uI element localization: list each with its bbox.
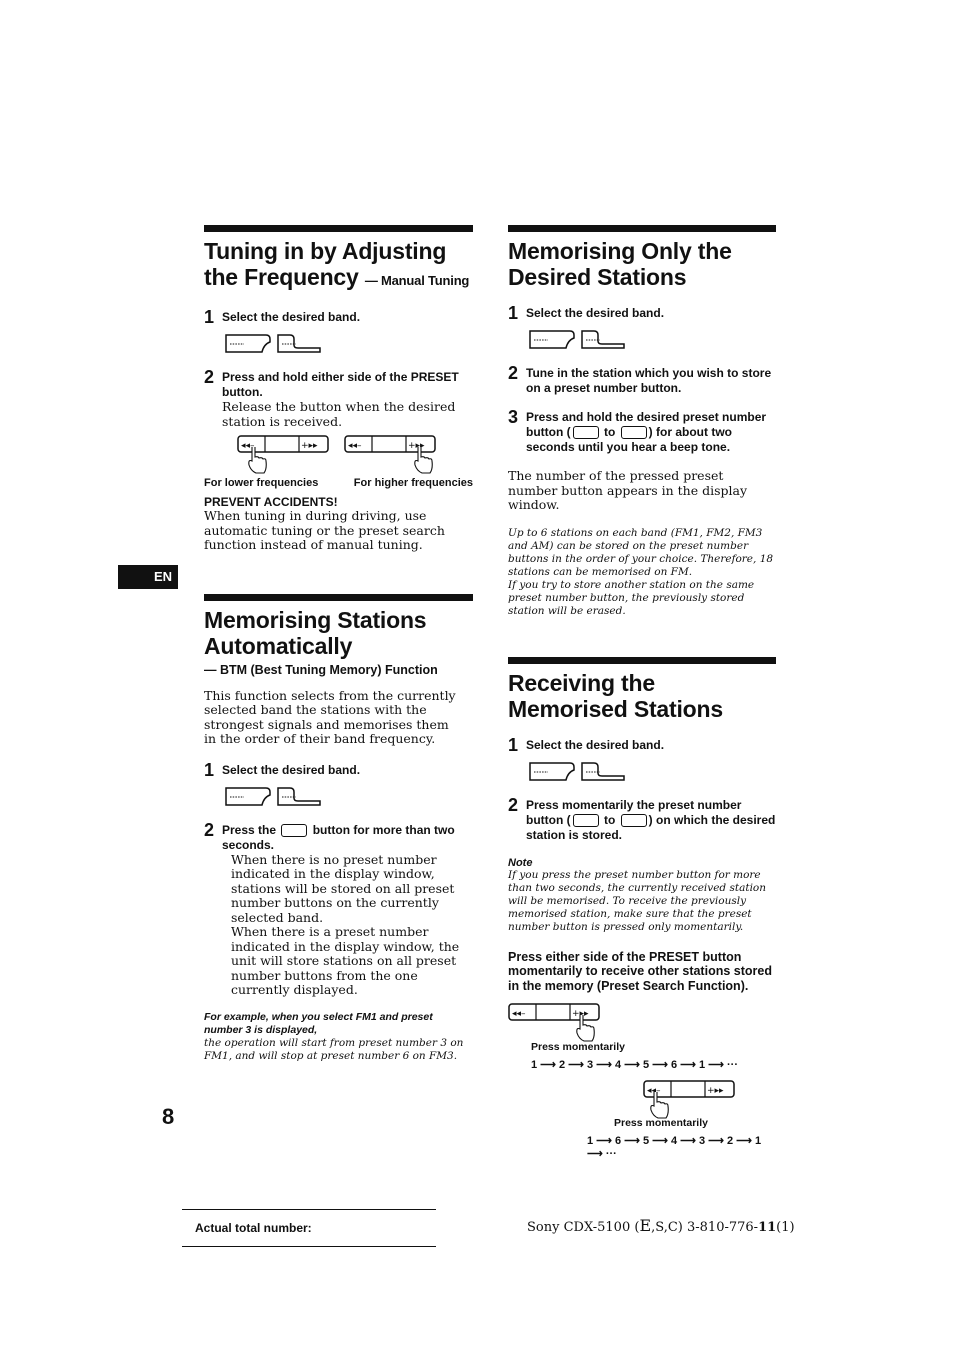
forward-sequence: 1 ⟶ 2 ⟶ 3 ⟶ 4 ⟶ 5 ⟶ 6 ⟶ 1 ⟶ ··· bbox=[531, 1059, 738, 1071]
receiving-heading: Receiving the Memorised Stations bbox=[508, 669, 723, 722]
section-rule bbox=[508, 225, 776, 232]
hand-icon bbox=[414, 447, 436, 475]
step-2: 2 Press and hold either side of the PRESET button. Release the button when the desired station is received. bbox=[204, 367, 459, 429]
band-buttons-icon bbox=[224, 332, 324, 356]
btm-intro: This function selects from the currently selected band the stations with the strongest signals and memorises them in the order of their band frequency. bbox=[204, 687, 456, 746]
btm-subtitle: — BTM (Best Tuning Memory) Function bbox=[204, 662, 438, 677]
memorise-body: The number of the pressed preset number button appears in the display window. bbox=[508, 468, 748, 512]
example-body: the operation will start from preset number 3 on FM1, and will stop at preset number 6 on FM3. bbox=[204, 1036, 464, 1062]
step-2: 2 Press the button for more than two seconds. When there is no preset number indicated in the display window, stations will be stored on all preset number buttons on the currently selected band. When there is a preset number indicated in the display window, the unit will store stations on all preset number buttons from the one currently displayed. bbox=[204, 819, 460, 997]
step-3: 3 Press and hold the desired preset number button ( to ) for about two seconds until you hear a beep tone. bbox=[508, 407, 767, 454]
page-number: 8 bbox=[162, 1104, 175, 1129]
preset-button-icon bbox=[621, 426, 647, 439]
preset-button-icon bbox=[573, 426, 599, 439]
note-title: Note bbox=[508, 856, 533, 869]
footer-model: Sony CDX-5100 (E,S,C) 3-810-776-11(1) bbox=[527, 1216, 795, 1235]
reverse-sequence: 1 ⟶ 6 ⟶ 5 ⟶ 4 ⟶ 3 ⟶ 2 ⟶ 1 ⟶ ··· bbox=[587, 1135, 762, 1160]
band-buttons-icon bbox=[528, 760, 628, 784]
band-buttons-icon bbox=[224, 785, 324, 809]
lower-frequencies-label: For lower frequencies bbox=[204, 477, 319, 489]
step-1: 1 Select the desired band. bbox=[508, 734, 665, 755]
manual-tuning-heading: Tuning in by Adjusting the Frequency — Manual Tuning bbox=[204, 238, 470, 290]
step-1: 1 Select the desired band. bbox=[204, 759, 361, 780]
footer-total: Actual total number: bbox=[182, 1209, 436, 1247]
preset-button-icon bbox=[573, 814, 599, 827]
preset-diagram bbox=[204, 435, 473, 475]
step-1: 1 Select the desired band. bbox=[508, 303, 665, 323]
note-body: If you press the preset number button for more than two seconds, the currently received station will be memorised. To receive the previously memorised station, make sure that the preset number button is pressed only momentarily. bbox=[508, 868, 767, 933]
section-rule bbox=[204, 225, 473, 232]
step-1: 1 Select the desired band. bbox=[204, 307, 361, 327]
hand-icon bbox=[650, 1092, 672, 1120]
right-column bbox=[508, 225, 776, 1159]
language-tab: EN bbox=[118, 565, 178, 589]
warning-body: When tuning in during driving, use automatic tuning or the preset search function instead of manual tuning. bbox=[204, 508, 445, 552]
press-momentarily-label: Press momentarily bbox=[614, 1117, 708, 1129]
step-2: 2 Tune in the station which you wish to store on a preset number button. bbox=[508, 363, 772, 395]
preset-button-icon bbox=[621, 814, 647, 827]
higher-frequencies-label: For higher frequencies bbox=[353, 477, 473, 489]
preset-search-text: Press either side of the PRESET button momentarily to receive other stations stored in the memory (Preset Search Function). bbox=[508, 949, 772, 993]
band-buttons-icon bbox=[528, 328, 628, 352]
step-2: 2 Press momentarily the preset number button ( to ) on which the desired station is stored. bbox=[508, 794, 776, 842]
preset-button-icon bbox=[281, 824, 307, 837]
press-momentarily-label: Press momentarily bbox=[531, 1041, 625, 1053]
btm-heading: Memorising Stations Automatically bbox=[204, 606, 427, 659]
hand-icon bbox=[248, 447, 270, 475]
memorise-note-2: If you try to store another station on the same preset number button, the previously stored station will be erased. bbox=[508, 578, 755, 617]
memorise-note-1: Up to 6 stations on each band (FM1, FM2, FM3 and AM) can be stored on the preset number buttons in the order of your choice. Therefore, 18 stations can be memorised on FM. bbox=[508, 526, 774, 578]
example-title: For example, when you select FM1 and preset number 3 is displayed, bbox=[204, 1010, 433, 1036]
left-column bbox=[204, 225, 473, 1063]
section-rule bbox=[508, 657, 776, 664]
memorise-desired-heading: Memorising Only the Desired Stations bbox=[508, 238, 732, 290]
warning-title: PREVENT ACCIDENTS! bbox=[204, 495, 338, 509]
hand-icon bbox=[576, 1015, 598, 1043]
preset-search-diagram bbox=[508, 999, 776, 1159]
section-rule bbox=[204, 594, 473, 601]
